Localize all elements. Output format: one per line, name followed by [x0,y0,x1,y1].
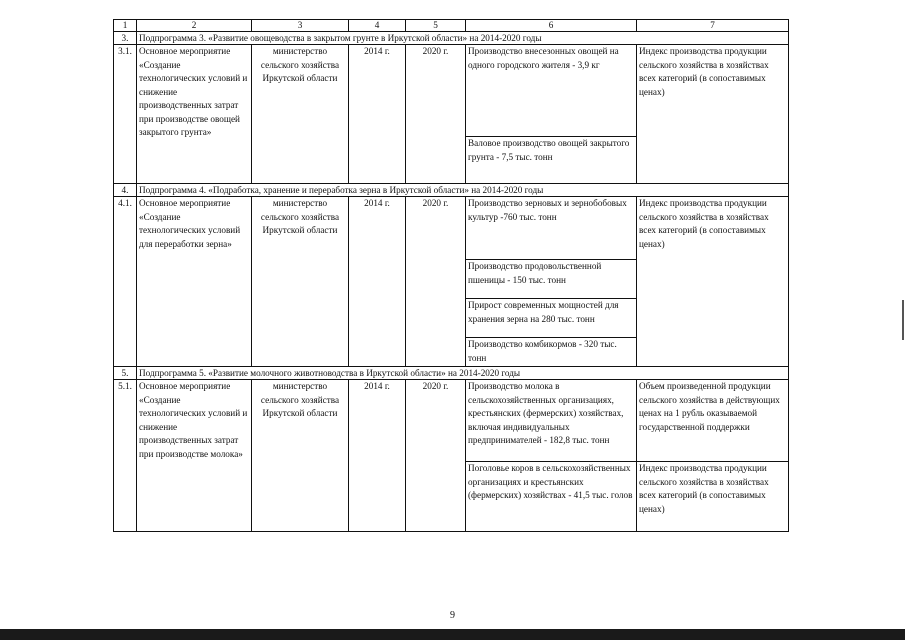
activity-name: Основное мероприятие «Создание технологических условий и снижение производственных затрат при производстве овощей закрытого грунта» [137,45,252,184]
activity-end: 2020 г. [406,197,466,367]
expected-result: Производство зерновых и зернобобовых культур -760 тыс. тонн [466,197,637,260]
activity-start: 2014 г. [349,380,406,532]
expected-result: Производство продовольственной пшеницы - 150 тыс. тонн [466,260,637,299]
activity-executor: министерство сельского хозяйства Иркутской области [252,45,349,184]
header-cell: 3 [252,20,349,32]
table-header-row [114,20,789,32]
expected-result: Поголовье коров в сельскохозяйственных организациях и крестьянских (фермерских) хозяйствах - 41,5 тыс. голов [466,462,637,532]
activity-name: Основное мероприятие «Создание технологических условий для переработки зерна» [137,197,252,367]
header-cell: 2 [137,20,252,32]
scan-edge-mark [902,300,904,340]
activity-end: 2020 г. [406,45,466,184]
subprogram-row [114,32,789,45]
program-table [113,19,789,532]
target-indicator: Индекс производства продукции сельского хозяйства в хозяйствах всех категорий (в сопоставимых ценах) [637,197,789,367]
subprogram-number: 5. [114,367,137,380]
activity-executor: министерство сельского хозяйства Иркутской области [252,380,349,532]
subprogram-title: Подпрограмма 4. «Подработка, хранение и переработка зерна в Иркутской области» на 2014-2020 годы [137,184,789,197]
subprogram-title: Подпрограмма 3. «Развитие овощеводства в закрытом грунте в Иркутской области» на 2014-2020 годы [137,32,789,45]
activity-start: 2014 г. [349,197,406,367]
activity-executor: министерство сельского хозяйства Иркутской области [252,197,349,367]
activity-row [114,45,789,137]
target-indicator: Индекс производства продукции сельского хозяйства в хозяйствах всех категорий (в сопоставимых ценах) [637,462,789,532]
header-cell: 5 [406,20,466,32]
expected-result: Валовое производство овощей закрытого грунта - 7,5 тыс. тонн [466,137,637,184]
page-number: 9 [450,610,455,621]
expected-result: Производство внесезонных овощей на одного городского жителя - 3,9 кг [466,45,637,137]
subprogram-title: Подпрограмма 5. «Развитие молочного животноводства в Иркутской области» на 2014-2020 годы [137,367,789,380]
activity-number: 4.1. [114,197,137,367]
subprogram-row [114,367,789,380]
expected-result: Производство комбикормов - 320 тыс. тонн [466,338,637,367]
header-cell: 6 [466,20,637,32]
subprogram-number: 3. [114,32,137,45]
activity-end: 2020 г. [406,380,466,532]
activity-number: 3.1. [114,45,137,184]
activity-row [114,197,789,260]
target-indicator: Индекс производства продукции сельского хозяйства в хозяйствах всех категорий (в сопоставимых ценах) [637,45,789,184]
expected-result: Прирост современных мощностей для хранения зерна на 280 тыс. тонн [466,299,637,338]
activity-start: 2014 г. [349,45,406,184]
header-cell: 7 [637,20,789,32]
expected-result: Производство молока в сельскохозяйственных организациях, крестьянских (фермерских) хозяйствах, включая индивидуальных предпринимателей - 182,8 тыс. тонн [466,380,637,462]
header-cell: 4 [349,20,406,32]
activity-row [114,380,789,462]
target-indicator: Объем произведенной продукции сельского хозяйства в действующих ценах на 1 рубль оказываемой государственной поддержки [637,380,789,462]
activity-number: 5.1. [114,380,137,532]
subprogram-row [114,184,789,197]
subprogram-number: 4. [114,184,137,197]
scan-bottom-border [0,629,905,640]
activity-name: Основное мероприятие «Создание технологических условий и снижение производственных затрат при производстве молока» [137,380,252,532]
header-cell: 1 [114,20,137,32]
